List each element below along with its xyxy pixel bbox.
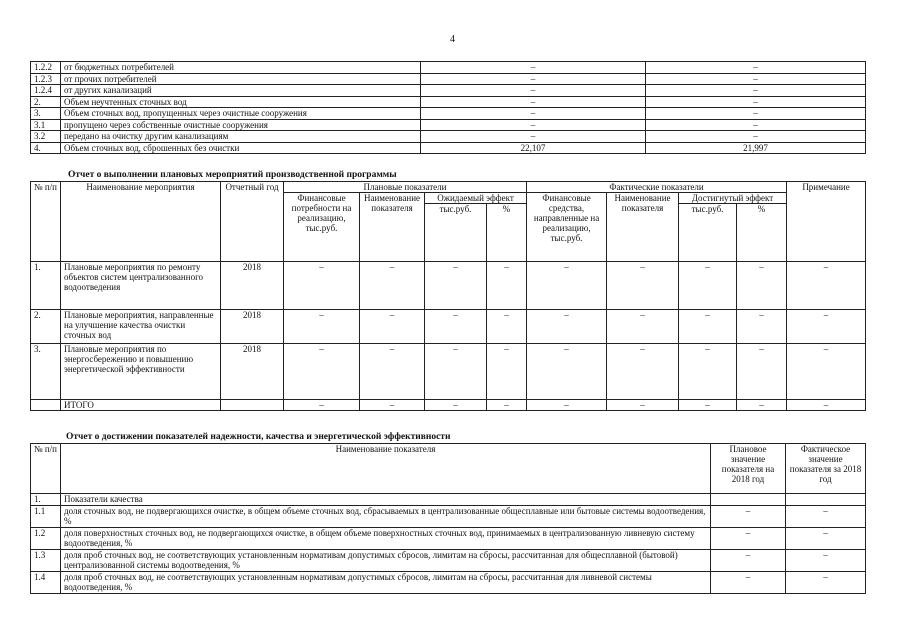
row-num: 1.1: [31, 505, 61, 527]
total-cell: –: [679, 400, 737, 411]
row-name: Объем сточных вод, сброшенных без очистки: [61, 142, 421, 154]
row-activity-name: Плановые мероприятия по энергосбережению и повышению энергетической эффективности: [61, 344, 221, 400]
col-note: Примечание: [787, 182, 866, 262]
table-row: [31, 131, 866, 143]
col-expected-effect: Ожидаемый эффект: [425, 193, 527, 204]
row-year: 2018: [221, 262, 284, 310]
row-cell: –: [737, 344, 787, 400]
row-plan-value: –: [421, 119, 646, 131]
total-cell: –: [284, 400, 360, 411]
row-indicator-name: доля проб сточных вод, не соответствующих установленным нормативам допустимых сбросов, лимитам на сбросы, рассчитанная для общесплавной (бытовой) централизованной системы водоотведения, %: [61, 549, 711, 571]
row-name: от других канализаций: [61, 85, 421, 97]
row-fact-value: –: [786, 571, 866, 593]
row-fact-value: –: [646, 108, 866, 120]
col-expected-percent: %: [487, 204, 527, 262]
row-num: 2.: [31, 310, 61, 344]
row-cell: –: [527, 262, 607, 310]
row-cell: –: [679, 262, 737, 310]
col-planned: Плановые показатели: [284, 182, 527, 193]
row-fact-value: –: [646, 131, 866, 143]
total-year: [221, 400, 284, 411]
col-activity-name: Наименование мероприятия: [61, 182, 221, 262]
row-num: 3.1: [31, 119, 61, 131]
row-cell: –: [679, 310, 737, 344]
indicators-table: [30, 443, 866, 594]
row-cell: –: [527, 344, 607, 400]
row-fact-value: [786, 494, 866, 506]
table-row: [31, 344, 866, 400]
total-cell: –: [487, 400, 527, 411]
row-cell: –: [787, 310, 866, 344]
table-row: [31, 73, 866, 85]
row-year: 2018: [221, 310, 284, 344]
row-plan-value: –: [421, 62, 646, 74]
total-cell: –: [360, 400, 425, 411]
table-row: [31, 62, 866, 74]
col-actual: Фактические показатели: [527, 182, 787, 193]
row-num: 1.3: [31, 549, 61, 571]
row-indicator-name: доля проб сточных вод, не соответствующих установленным нормативам допустимых сбросов, лимитам на сбросы, рассчитанная для ливневой системы водоотведения, %: [61, 571, 711, 593]
col-year: Отчетный год: [221, 182, 284, 262]
total-cell: –: [737, 400, 787, 411]
row-name: пропущено через собственные очистные сооружения: [61, 119, 421, 131]
row-cell: –: [679, 344, 737, 400]
col-indicator-name: Наименование показателя: [61, 444, 711, 494]
table-row: [31, 310, 866, 344]
row-cell: –: [737, 262, 787, 310]
table-row: [31, 505, 866, 527]
row-cell: –: [425, 262, 487, 310]
row-cell: –: [607, 310, 679, 344]
total-cell: –: [425, 400, 487, 411]
row-indicator-name: доля поверхностных сточных вод, не подвергающихся очистке, в общем объеме поверхностных сточных вод, принимаемых в централизованную ливневую систему водоотведения, %: [61, 527, 711, 549]
total-row: [31, 400, 866, 411]
row-fact-value: –: [646, 73, 866, 85]
row-num: 3.: [31, 108, 61, 120]
col-fin-needs: Финансовые потребности на реализацию, тыс.руб.: [284, 193, 360, 262]
row-cell: –: [607, 344, 679, 400]
row-cell: –: [487, 344, 527, 400]
row-cell: –: [360, 344, 425, 400]
table-row: [31, 142, 866, 154]
row-num: 1.2.3: [31, 73, 61, 85]
col-indicator-name-actual: Наименование показателя: [607, 193, 679, 262]
row-cell: –: [425, 310, 487, 344]
row-cell: –: [487, 310, 527, 344]
total-cell: –: [527, 400, 607, 411]
row-cell: –: [360, 262, 425, 310]
total-cell: –: [607, 400, 679, 411]
row-cell: –: [284, 344, 360, 400]
table-row: [31, 96, 866, 108]
row-plan-value: –: [421, 131, 646, 143]
col-achieved-effect: Достигнутый эффект: [679, 193, 787, 204]
total-cell: –: [787, 400, 866, 411]
row-plan-value: 22,107: [421, 142, 646, 154]
row-num: 1.2: [31, 527, 61, 549]
row-fact-value: –: [786, 527, 866, 549]
row-num: 1.4: [31, 571, 61, 593]
row-fact-value: –: [646, 119, 866, 131]
row-plan-value: –: [421, 85, 646, 97]
row-name: Объем неучтенных сточных вод: [61, 96, 421, 108]
row-fact-value: –: [786, 549, 866, 571]
table-row: [31, 571, 866, 593]
row-name: передано на очистку другим канализациям: [61, 131, 421, 143]
row-plan-value: –: [421, 73, 646, 85]
row-cell: –: [607, 262, 679, 310]
row-plan-value: –: [711, 505, 786, 527]
row-plan-value: –: [711, 527, 786, 549]
col-expected-rub: тыс.руб.: [425, 204, 487, 262]
row-num: 2.: [31, 96, 61, 108]
col-num: № п/п: [31, 444, 61, 494]
row-name: Объем сточных вод, пропущенных через очистные сооружения: [61, 108, 421, 120]
table-row: [31, 549, 866, 571]
wastewater-volume-table: [30, 61, 866, 154]
row-fact-value: –: [646, 85, 866, 97]
row-fact-value: –: [646, 96, 866, 108]
row-num: 4.: [31, 142, 61, 154]
table-row: [31, 527, 866, 549]
col-num: № п/п: [31, 182, 61, 262]
planned-activities-title: Отчет о выполнении плановых мероприятий производственной программы: [68, 170, 397, 180]
row-cell: –: [360, 310, 425, 344]
row-activity-name: Плановые мероприятия по ремонту объектов систем централизованного водоотведения: [61, 262, 221, 310]
row-indicator-name: доля сточных вод, не подвергающихся очистке, в общем объеме сточных вод, сбрасываемых в централизованные общесплавные или бытовые системы водоотведения, %: [61, 505, 711, 527]
col-plan-value: Плановое значение показателя на 2018 год: [711, 444, 786, 494]
table-row: [31, 494, 866, 506]
row-plan-value: –: [421, 96, 646, 108]
row-num: 3.2: [31, 131, 61, 143]
col-achieved-rub: тыс.руб.: [679, 204, 737, 262]
row-num: 1.2.4: [31, 85, 61, 97]
page-number: 4: [450, 34, 455, 45]
row-activity-name: Плановые мероприятия, направленные на улучшение качества очистки сточных вод: [61, 310, 221, 344]
row-cell: –: [425, 344, 487, 400]
row-year: 2018: [221, 344, 284, 400]
row-plan-value: –: [711, 549, 786, 571]
row-indicator-name: Показатели качества: [61, 494, 711, 506]
col-achieved-percent: %: [737, 204, 787, 262]
col-fin-funds: Финансовые средства, направленные на реализацию, тыс.руб.: [527, 193, 607, 262]
row-cell: –: [737, 310, 787, 344]
row-num: 3.: [31, 344, 61, 400]
row-num: 1.: [31, 494, 61, 506]
indicators-title: Отчет о достижении показателей надежности, качества и энергетической эффективности: [66, 432, 451, 442]
row-cell: –: [284, 310, 360, 344]
row-plan-value: –: [711, 571, 786, 593]
row-cell: –: [527, 310, 607, 344]
row-plan-value: –: [421, 108, 646, 120]
total-num: [31, 400, 61, 411]
row-fact-value: –: [646, 62, 866, 74]
planned-activities-table: [30, 181, 866, 411]
row-num: 1.2.2: [31, 62, 61, 74]
col-fact-value: Фактическое значение показателя за 2018 год: [786, 444, 866, 494]
row-cell: –: [787, 262, 866, 310]
row-num: 1.: [31, 262, 61, 310]
table-row: [31, 108, 866, 120]
row-fact-value: 21,997: [646, 142, 866, 154]
row-name: от бюджетных потребителей: [61, 62, 421, 74]
row-cell: –: [284, 262, 360, 310]
total-label: ИТОГО: [61, 400, 221, 411]
row-name: от прочих потребителей: [61, 73, 421, 85]
table-row: [31, 119, 866, 131]
row-cell: –: [487, 262, 527, 310]
row-plan-value: [711, 494, 786, 506]
row-cell: –: [787, 344, 866, 400]
table-row: [31, 85, 866, 97]
row-fact-value: –: [786, 505, 866, 527]
col-indicator-name: Наименование показателя: [360, 193, 425, 262]
table-row: [31, 262, 866, 310]
